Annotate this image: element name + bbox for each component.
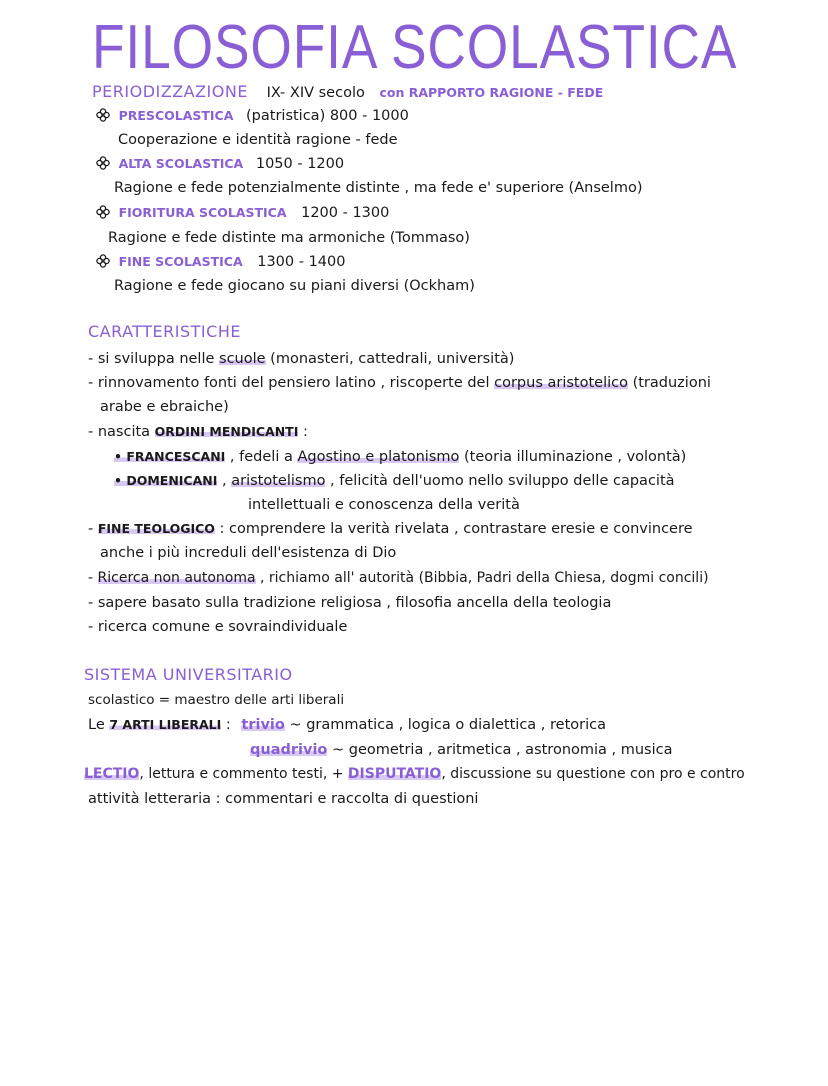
caratteristiche-item (88, 422, 308, 442)
text: , richiamo all' autorità (Bibbia, Padri della Chiesa, dogmi concili) (255, 570, 709, 586)
text: (monasteri, cattedrali, università) (265, 351, 515, 367)
highlight-text: scuole (219, 351, 266, 367)
phase-4-line (96, 252, 346, 272)
sistema-item: scolastico = maestro delle arti liberali (88, 692, 345, 708)
highlight-text: • DOMENICANI (114, 473, 218, 488)
ordine-francescani (114, 447, 686, 467)
highlight-text: Ricerca non autonoma (97, 570, 256, 586)
highlight-text: corpus aristotelico (494, 375, 628, 391)
sistema-item (250, 740, 673, 760)
phase-extra: 1200 - 1300 (301, 205, 390, 221)
caratteristiche-continuation: anche i più increduli dell'esistenza di Dio (100, 545, 397, 561)
text: - si sviluppa nelle (88, 351, 220, 367)
phase-extra: (patristica) 800 - 1000 (246, 108, 409, 124)
sistema-item (84, 764, 745, 784)
text: - nascita (88, 424, 155, 440)
text: , fedeli a (225, 449, 298, 465)
text: Le (88, 717, 110, 733)
periodizzazione-relation: con RAPPORTO RAGIONE - FEDE (379, 85, 604, 100)
highlight-text: ORDINI MENDICANTI (154, 424, 299, 439)
highlight-text: trivio (241, 717, 285, 733)
phase-2-line (96, 154, 344, 174)
text: , (217, 473, 232, 489)
phase-3-line (96, 203, 389, 223)
phase-3-desc: Ragione e fede distinte ma armoniche (Tommaso) (108, 230, 470, 246)
ordine-domenicani-continuation: intellettuali e conoscenza della verità (248, 497, 520, 513)
text: (teoria illuminazione , volontà) (459, 449, 687, 465)
flower-icon (96, 254, 110, 268)
phase-name: ALTA SCOLASTICA (118, 156, 244, 171)
phase-1-line (96, 106, 409, 126)
highlight-text: quadrivio (250, 742, 328, 758)
text: : (221, 717, 236, 733)
caratteristiche-item (88, 568, 709, 588)
phase-2-desc: Ragione e fede potenzialmente distinte , ma fede e' superiore (Anselmo) (114, 180, 643, 196)
text: - (88, 570, 98, 586)
ordine-domenicani (114, 471, 675, 491)
text: : comprendere la verità rivelata , contrastare eresie e convincere (214, 521, 693, 537)
highlight-text: • FRANCESCANI (114, 449, 226, 464)
highlight-text: aristotelismo (231, 473, 326, 489)
page-title: FILOSOFIA SCOLASTICA (92, 13, 738, 82)
text: - rinnovamento fonti del pensiero latino , riscoperte del (88, 375, 495, 391)
highlight-text: Agostino e platonismo (297, 449, 460, 465)
text: : (298, 424, 308, 440)
caratteristiche-item (88, 519, 693, 539)
caratteristiche-item (88, 349, 514, 369)
flower-icon (96, 108, 110, 122)
caratteristiche-item: - ricerca comune e sovraindividuale (88, 619, 348, 635)
sistema-heading: SISTEMA UNIVERSITARIO (84, 665, 293, 684)
text: - (88, 521, 98, 537)
highlight-text: FINE TEOLOGICO (97, 521, 215, 536)
caratteristiche-item: - sapere basato sulla tradizione religiosa , filosofia ancella della teologia (88, 595, 612, 611)
text: , lettura e commento testi, + (139, 766, 348, 782)
caratteristiche-continuation: arabe e ebraiche) (100, 399, 229, 415)
flower-icon (96, 205, 110, 219)
phase-name: PRESCOLASTICA (118, 108, 234, 123)
text: ~ grammatica , logica o dialettica , retorica (284, 717, 606, 733)
periodizzazione-range: IX- XIV secolo (266, 85, 365, 101)
text: (traduzioni (627, 375, 711, 391)
sistema-item: attività letteraria : commentari e raccolta di questioni (88, 791, 479, 807)
caratteristiche-heading: CARATTERISTICHE (88, 322, 241, 341)
text: ~ geometria , aritmetica , astronomia , musica (327, 742, 673, 758)
phase-name: FIORITURA SCOLASTICA (118, 205, 287, 220)
phase-4-desc: Ragione e fede giocano su piani diversi (Ockham) (114, 278, 475, 294)
highlight-text: DISPUTATIO (347, 766, 442, 782)
periodizzazione-line (92, 82, 603, 103)
periodizzazione-label: PERIODIZZAZIONE (92, 82, 248, 101)
sistema-item (88, 715, 606, 735)
caratteristiche-item (88, 373, 711, 393)
highlight-text: 7 ARTI LIBERALI (109, 717, 222, 732)
phase-extra: 1300 - 1400 (257, 254, 346, 270)
highlight-text: LECTIO (84, 766, 140, 782)
phase-1-desc: Cooperazione e identità ragione - fede (118, 132, 398, 148)
phase-extra: 1050 - 1200 (255, 156, 345, 172)
text: , discussione su questione con pro e contro (441, 766, 745, 782)
phase-name: FINE SCOLASTICA (118, 254, 243, 269)
flower-icon (96, 156, 110, 170)
text: , felicità dell'uomo nello sviluppo delle capacità (325, 473, 675, 489)
